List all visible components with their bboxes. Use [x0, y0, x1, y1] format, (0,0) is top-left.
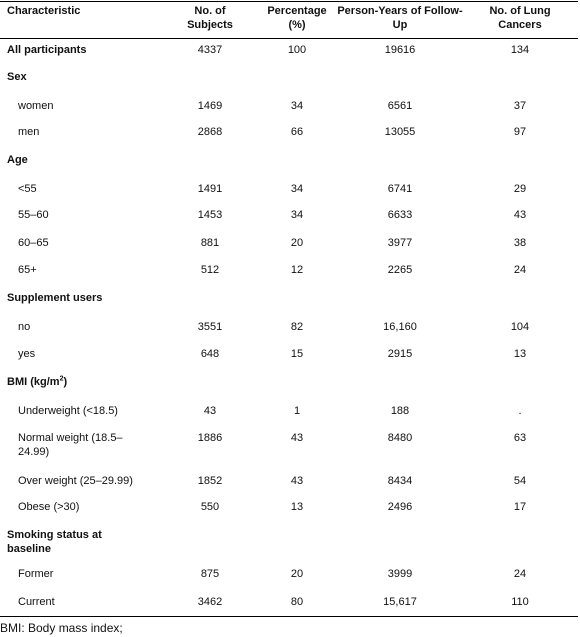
row-label: Normal weight (18.5– 24.99) — [18, 432, 123, 458]
row-label: All participants — [7, 44, 87, 56]
lung-cancers-value: . — [518, 405, 522, 417]
table-row — [0, 263, 580, 279]
row-label: <55 — [18, 183, 37, 195]
person-years-value: 6561 — [387, 100, 413, 112]
row-label: Underweight (<18.5) — [18, 405, 118, 417]
subjects-value: 1453 — [197, 209, 223, 221]
table-row — [0, 320, 580, 336]
person-years-value: 8434 — [387, 475, 413, 487]
subjects-value: 881 — [200, 237, 220, 249]
lung-cancers-value: 13 — [513, 348, 527, 360]
table-row — [0, 208, 580, 224]
percentage-value: 82 — [290, 321, 304, 333]
table-row — [0, 236, 580, 252]
lung-cancers-value: 24 — [513, 568, 527, 580]
percentage-value: 80 — [290, 596, 304, 608]
table-row — [0, 595, 580, 611]
section-label: Age — [7, 154, 28, 166]
percentage-value: 34 — [290, 100, 304, 112]
lung-cancers-value: 63 — [513, 432, 527, 444]
row-label: Current — [18, 596, 55, 608]
lung-cancers-value: 54 — [513, 475, 527, 487]
header-bottom-rule — [0, 38, 578, 39]
person-years-value: 13055 — [384, 126, 416, 138]
subjects-value: 648 — [200, 348, 220, 360]
person-years-value: 16,160 — [383, 321, 417, 333]
lung-cancers-value: 37 — [513, 100, 527, 112]
table-row — [0, 347, 580, 363]
lung-cancers-value: 104 — [510, 321, 530, 333]
person-years-value: 2915 — [387, 348, 413, 360]
percentage-value: 34 — [290, 209, 304, 221]
table-row — [0, 567, 580, 583]
subjects-value: 3462 — [197, 596, 223, 608]
lung-cancers-value: 97 — [513, 126, 527, 138]
person-years-value: 188 — [390, 405, 410, 417]
table-row — [0, 99, 580, 115]
person-years-value: 2496 — [387, 501, 413, 513]
percentage-value: 43 — [290, 432, 304, 444]
row-label: Over weight (25–29.99) — [18, 475, 133, 487]
subjects-value: 1886 — [197, 432, 223, 444]
header-percentage: Percentage (%) — [267, 5, 327, 31]
table-row — [0, 404, 580, 420]
percentage-value: 20 — [290, 237, 304, 249]
subjects-value: 512 — [200, 264, 220, 276]
person-years-value: 19616 — [384, 44, 416, 56]
section-label: Smoking status at baseline — [7, 529, 102, 555]
section-label: BMI $(kg/m^2)$ — [7, 375, 68, 388]
person-years-value: 6633 — [387, 209, 413, 221]
subjects-value: 1852 — [197, 475, 223, 487]
lung-cancers-value: 110 — [511, 596, 529, 608]
person-years-value: 3977 — [387, 237, 413, 249]
section-header — [0, 528, 580, 560]
percentage-value: 20 — [290, 568, 304, 580]
lung-cancers-value: 24 — [513, 264, 527, 276]
person-years-value: 8480 — [387, 432, 413, 444]
row-label: yes — [18, 348, 36, 360]
row-label: men — [18, 126, 40, 138]
lung-cancers-value: 17 — [513, 501, 527, 513]
row-label: 60–65 — [18, 237, 49, 249]
person-years-value: 15,617 — [383, 596, 417, 608]
percentage-value: 12 — [290, 264, 304, 276]
section-header — [0, 375, 580, 391]
table-top-rule — [0, 1, 578, 2]
table-row — [0, 43, 580, 59]
section-header — [0, 70, 580, 86]
subjects-value: 3551 — [197, 321, 223, 333]
table-row — [0, 431, 580, 463]
subjects-value: 43 — [203, 405, 217, 417]
table-footnote: BMI: Body mass index; — [0, 621, 123, 635]
row-label: 55–60 — [18, 209, 49, 221]
row-label: 65+ — [18, 264, 37, 276]
lung-cancers-value: 43 — [513, 209, 527, 221]
row-label: Former — [18, 568, 54, 580]
percentage-value: 34 — [290, 183, 304, 195]
lung-cancers-value: 38 — [513, 237, 527, 249]
percentage-value: 43 — [290, 475, 304, 487]
table-row — [0, 182, 580, 198]
percentage-value: 1 — [293, 405, 301, 417]
section-label: Supplement users — [7, 292, 103, 304]
section-header — [0, 291, 580, 307]
lung-cancers-value: 134 — [510, 44, 530, 56]
subjects-value: 1491 — [197, 183, 223, 195]
percentage-value: 100 — [287, 44, 307, 56]
row-label: Obese (>30) — [18, 501, 80, 513]
subjects-value: 875 — [200, 568, 220, 580]
subjects-value: 2868 — [197, 126, 223, 138]
percentage-value: 66 — [290, 126, 304, 138]
subjects-value: 550 — [200, 501, 220, 513]
header-subjects: No. of Subjects — [187, 5, 233, 31]
person-years-value: 3999 — [387, 568, 413, 580]
subjects-value: 1469 — [197, 100, 223, 112]
subjects-value: 4337 — [197, 44, 223, 56]
table-row — [0, 125, 580, 141]
header-characteristic: Characteristic — [7, 5, 81, 17]
section-label: Sex — [7, 71, 27, 83]
percentage-value: 15 — [290, 348, 304, 360]
row-label: women — [18, 100, 54, 112]
row-label: no — [18, 321, 31, 333]
person-years-value: 6741 — [387, 183, 413, 195]
header-lung-cancers: No. of Lung Cancers — [489, 5, 551, 31]
header-person-years: Person-Years of Follow- Up — [337, 5, 463, 31]
section-header — [0, 153, 580, 169]
person-years-value: 2265 — [387, 264, 413, 276]
table-row — [0, 500, 580, 516]
table-bottom-rule — [0, 616, 578, 617]
lung-cancers-value: 29 — [513, 183, 527, 195]
percentage-value: 13 — [290, 501, 304, 513]
table-row — [0, 474, 580, 490]
